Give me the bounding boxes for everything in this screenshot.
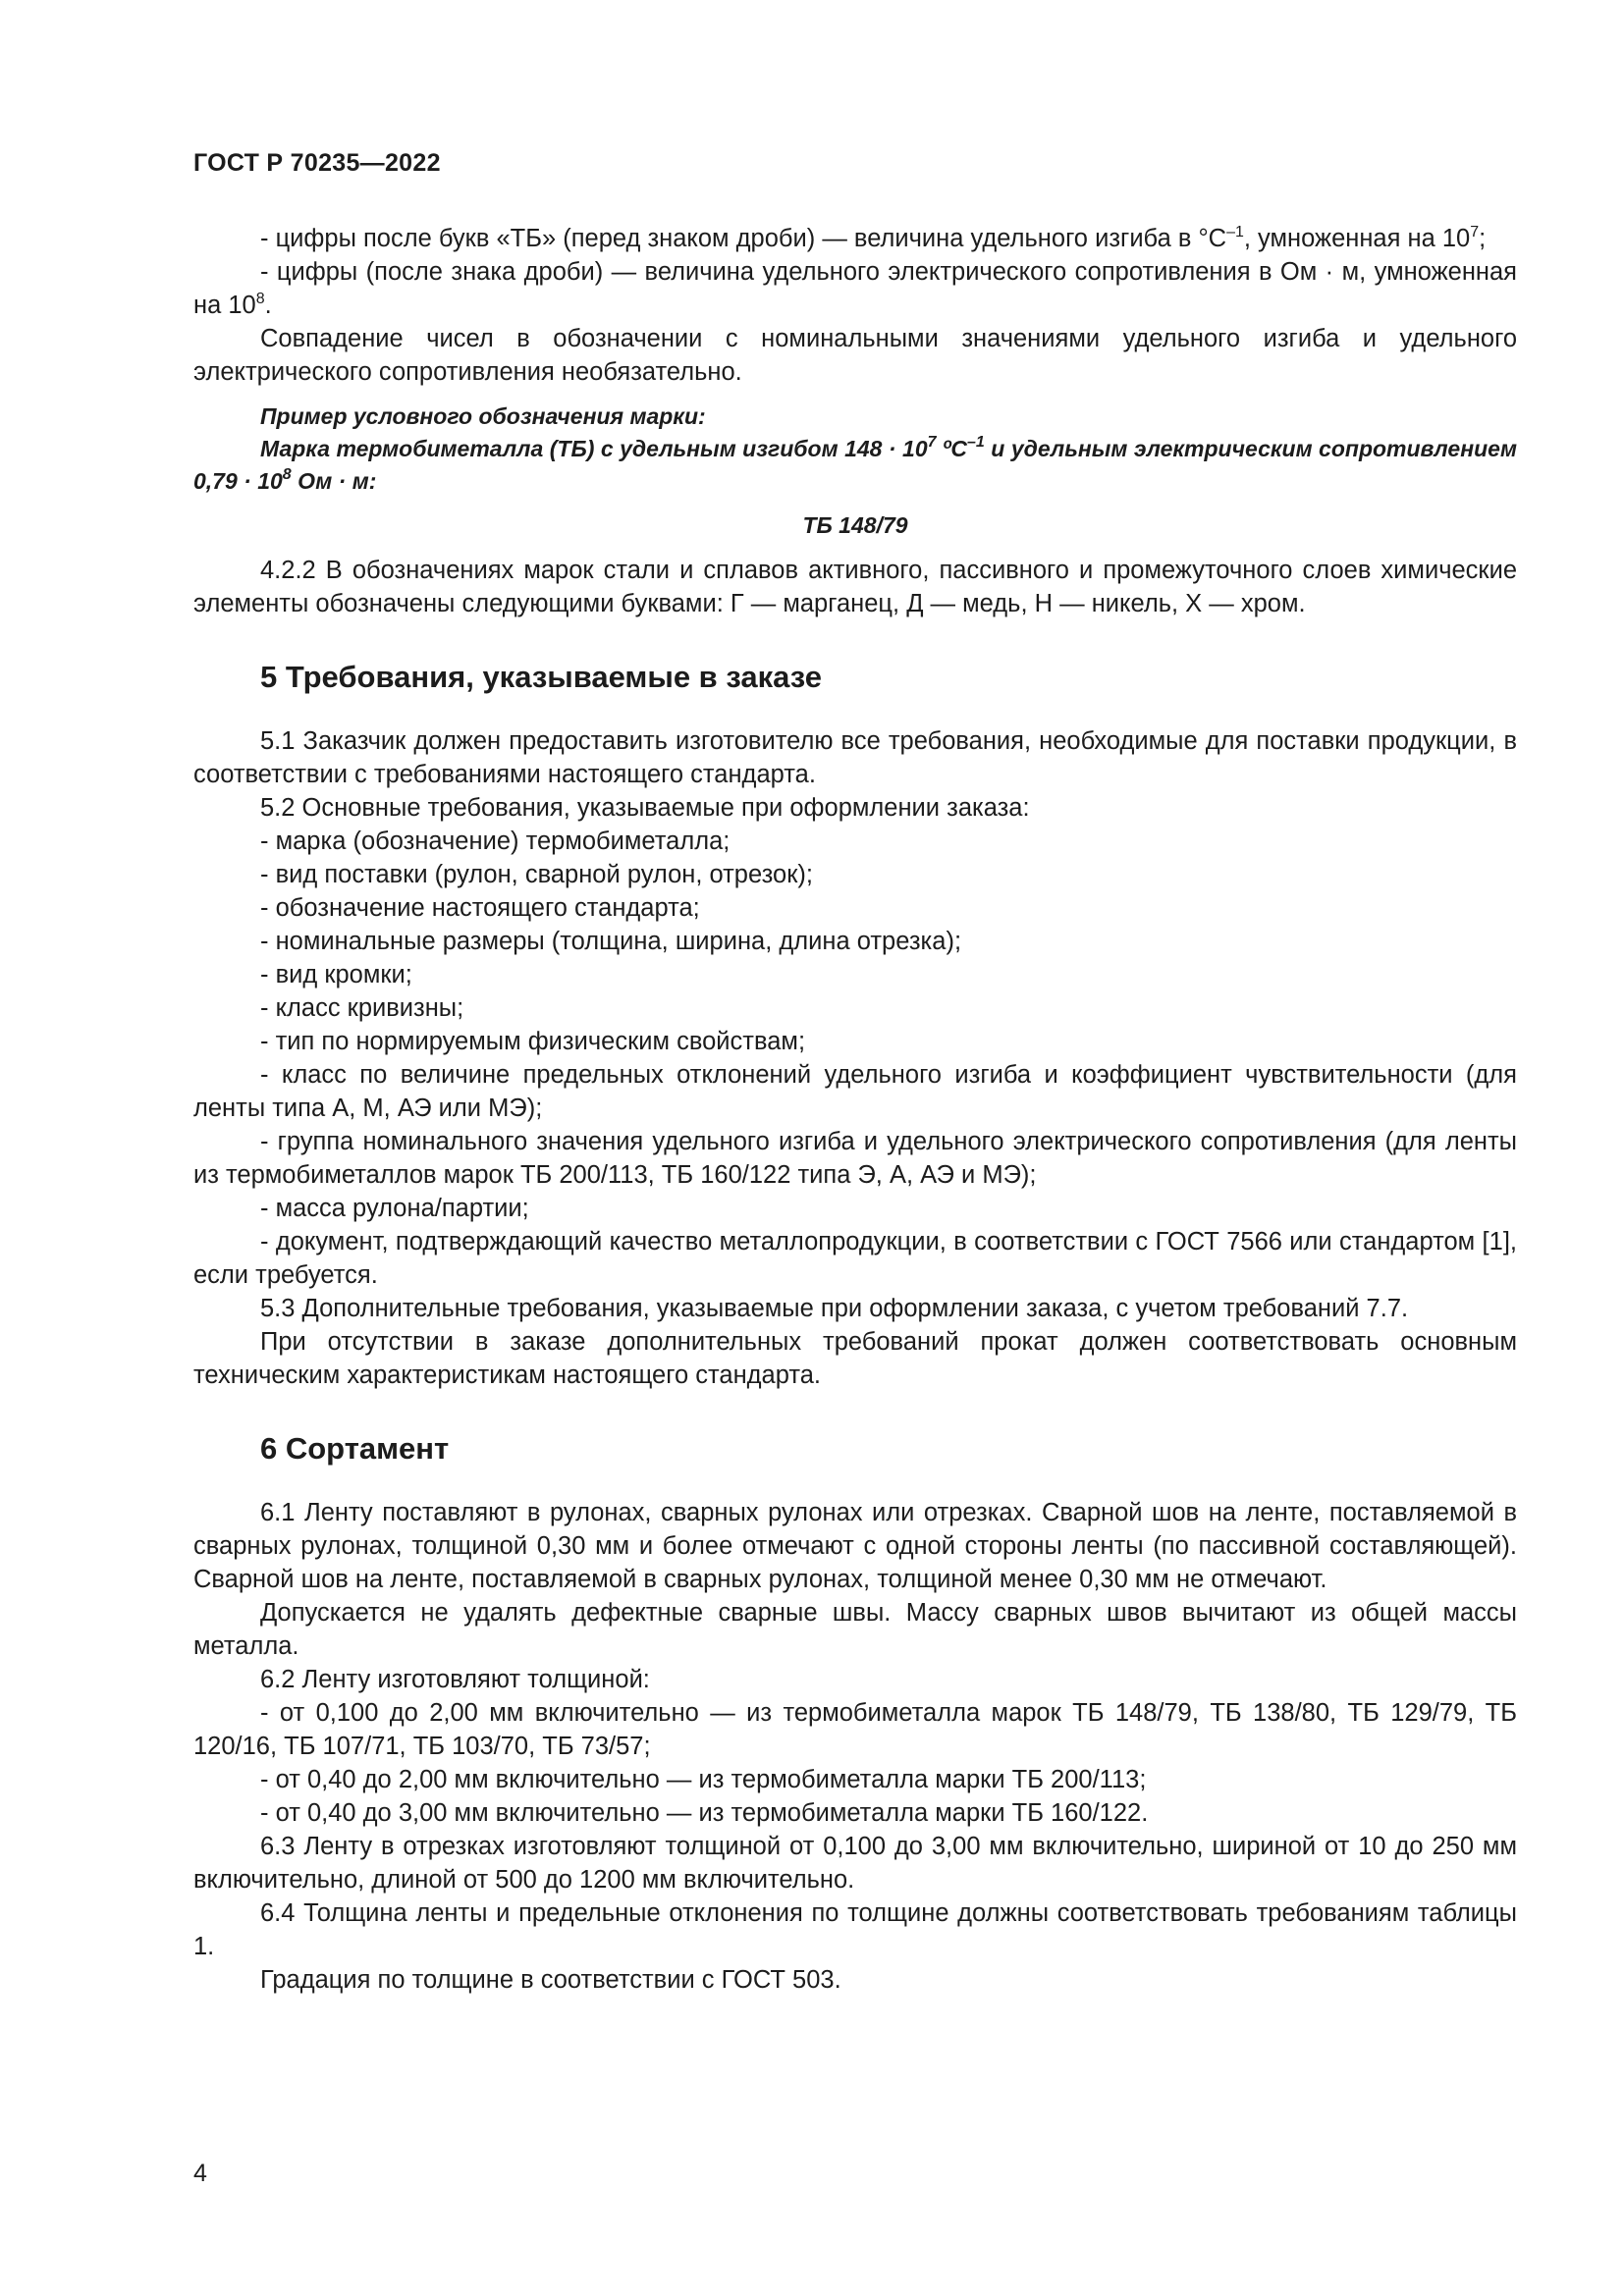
page-number: 4 bbox=[193, 2160, 207, 2187]
clause-6-3: 6.3 Ленту в отрезках изготовляют толщиной от 0,100 до 3,00 мм включительно, шириной от 10 до 250 мм включительно, длиной от 500 до 1200 мм включительно. bbox=[193, 1833, 1517, 1894]
clause-6-4-note: Градация по толщине в соответствии с ГОСТ 503. bbox=[260, 1966, 841, 1994]
clause-6-4: 6.4 Толщина ленты и предельные отклонения по толщине должны соответствовать требованиям таблицы 1. bbox=[193, 1899, 1517, 1960]
order-item: - класс кривизны; bbox=[260, 994, 464, 1022]
order-item: - масса рулона/партии; bbox=[260, 1195, 529, 1222]
order-item: - марка (обозначение) термобиметалла; bbox=[260, 828, 731, 855]
clause-5-3-note: При отсутствии в заказе дополнительных требований прокат должен соответствовать основным техническим характеристикам настоящего стандарта. bbox=[193, 1328, 1517, 1389]
thickness-item: - от 0,100 до 2,00 мм включительно — из термобиметалла марок ТБ 148/79, ТБ 138/80, ТБ 129/79, ТБ 120/16, ТБ 107/71, ТБ 103/70, ТБ 73/57; bbox=[193, 1699, 1517, 1760]
page-content bbox=[193, 222, 1517, 1997]
example-mark: ТБ 148/79 bbox=[802, 512, 908, 538]
thickness-item: - от 0,40 до 2,00 мм включительно — из термобиметалла марки ТБ 200/113; bbox=[260, 1766, 1147, 1793]
order-item: - номинальные размеры (толщина, ширина, длина отрезка); bbox=[260, 928, 962, 955]
order-item: - группа номинального значения удельного изгиба и удельного электрического сопротивления (для ленты из термобиметаллов марок ТБ 200/113, ТБ 160/122 типа Э, А, АЭ и МЭ); bbox=[193, 1128, 1517, 1189]
example-title: Пример условного обозначения марки: bbox=[260, 403, 706, 429]
section-5-title: 5 Требования, указываемые в заказе bbox=[260, 660, 822, 694]
section-6-title: 6 Сортамент bbox=[260, 1431, 450, 1466]
clause-6-2: 6.2 Ленту изготовляют толщиной: bbox=[260, 1666, 650, 1693]
order-item: - документ, подтверждающий качество металлопродукции, в соответствии с ГОСТ 7566 или стандартом [1], если требуется. bbox=[193, 1228, 1517, 1289]
order-item: - обозначение настоящего стандарта; bbox=[260, 894, 700, 922]
clause-6-1-note: Допускается не удалять дефектные сварные швы. Массу сварных швов вычитают из общей массы металла. bbox=[193, 1599, 1517, 1660]
thickness-item: - от 0,40 до 3,00 мм включительно — из термобиметалла марки ТБ 160/122. bbox=[260, 1799, 1149, 1827]
designation-item-2: - цифры (после знака дроби) — величина удельного электрического сопротивления в Ом · м, умноженная на $10^8$. bbox=[193, 258, 1517, 319]
order-item: - класс по величине предельных отклонений удельного изгиба и коэффициент чувствительности (для ленты типа А, М, АЭ или МЭ); bbox=[193, 1061, 1517, 1122]
example-text: Марка термобиметалла (ТБ) с удельным изгибом $148 \cdot 10^7$ ºС$^{-1}$ и удельным электрическим сопротивлением $0,79 \cdot 10^8$ Ом · м: bbox=[193, 434, 1517, 494]
order-item: - тип по нормируемым физическим свойствам; bbox=[260, 1028, 806, 1055]
document-header: ГОСТ Р 70235—2022 bbox=[193, 149, 441, 177]
clause-6-1: 6.1 Ленту поставляют в рулонах, сварных рулонах или отрезках. Сварной шов на ленте, поставляемой в сварных рулонах, толщиной 0,30 мм и более отмечают с одной стороны ленты (по пассивной составляющей). Сварной шов на ленте, поставляемой в сварных рулонах, толщиной менее 0,30 мм не отмечают. bbox=[193, 1499, 1517, 1593]
clause-5-1: 5.1 Заказчик должен предоставить изготовителю все требования, необходимые для поставки продукции, в соответствии с требованиями настоящего стандарта. bbox=[193, 727, 1517, 788]
coincidence-note: Совпадение чисел в обозначении с номинальными значениями удельного изгиба и удельного электрического сопротивления необязательно. bbox=[193, 325, 1517, 386]
clause-4-2-2: 4.2.2 В обозначениях марок стали и сплавов активного, пассивного и промежуточного слоев химические элементы обозначены следующими буквами: Г — марганец, Д — медь, Н — никель, Х — хром. bbox=[193, 557, 1517, 617]
clause-5-3: 5.3 Дополнительные требования, указываемые при оформлении заказа, с учетом требований 7.7. bbox=[260, 1295, 1409, 1322]
order-item: - вид поставки (рулон, сварной рулон, отрезок); bbox=[260, 861, 813, 888]
order-item: - вид кромки; bbox=[260, 961, 412, 988]
clause-5-2: 5.2 Основные требования, указываемые при оформлении заказа: bbox=[260, 794, 1030, 822]
designation-item-1: - цифры после букв «ТБ» (перед знаком дроби) — величина удельного изгиба в $^\circ С^{-1}$, умноженная на $10^7$; bbox=[260, 224, 1487, 252]
